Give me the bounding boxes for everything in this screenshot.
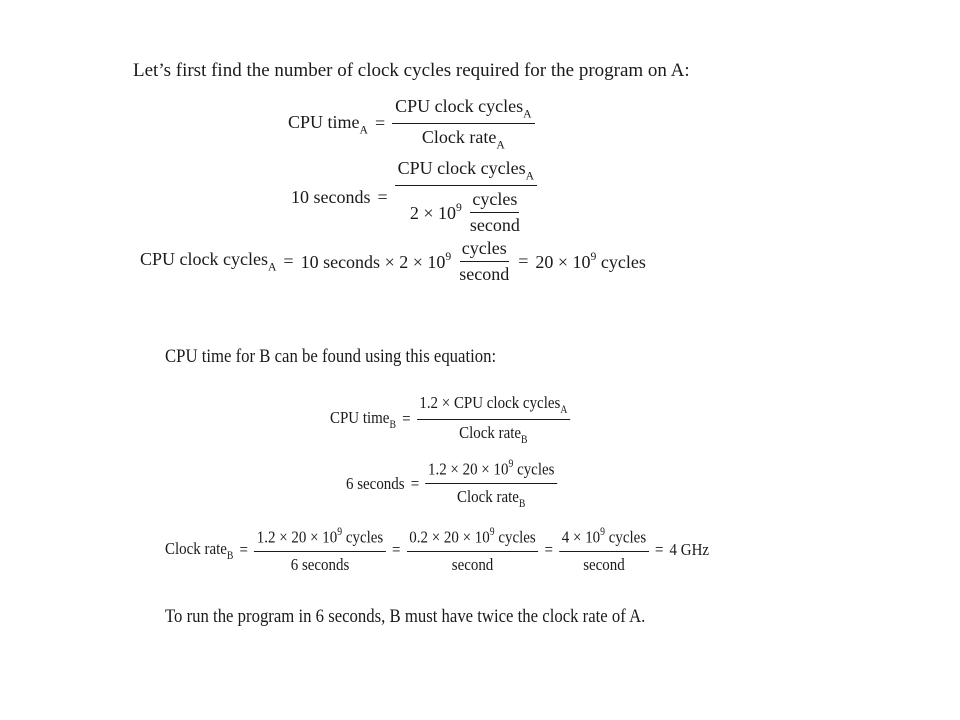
intro-text-a: Let’s first find the number of clock cycles required for the program on A: — [133, 60, 690, 81]
fraction: $\frac{1.2 \times 20 \times 10^9 cycles}{\text{6 seconds}}$ — [254, 526, 386, 575]
conclusion-text: To run the program in 6 seconds, B must have twice the clock rate of A. — [165, 606, 646, 627]
lhs-clock-rate-b: Clock rate$_B$ — [165, 538, 234, 562]
lhs-cpu-clock-cycles-a: CPU clock cycles$_A$ — [140, 249, 277, 274]
lhs-cpu-time-b: CPU time$_B$ — [330, 407, 396, 431]
equation-cpu-time-b: CPU time$_B$ = $\frac{1.2 \times CPU clock cycles_A}{Clock rate_B}$ — [330, 393, 570, 446]
fraction: $\frac{1.2 \times CPU clock cycles_A}{Clock rate_B}$ — [417, 393, 570, 446]
equation-ten-seconds: 10 seconds = CPU clock cycles$_A$ $2 \times 10^9$ $\frac{\text{cycles}}{\text{second}}$ — [291, 158, 537, 236]
fraction: CPU clock cycles$_A$ $2 \times 10^9$ $\frac{\text{cycles}}{\text{second}}$ — [395, 158, 537, 236]
lhs-six-seconds: 6 seconds — [346, 473, 405, 493]
equation-six-seconds: 6 seconds = $\frac{1.2 \times 20 \times 10^9 cycles}{Clock rate_B}$ — [346, 458, 557, 510]
equation-cpu-clock-cycles-a: CPU clock cycles$_A$ = 10 seconds × $2 \times 10^9$ $\frac{\text{cycles}}{\text{second}}$ = $20 \times 10^9$ cycles — [140, 238, 646, 284]
fraction: $\frac{0.2 \times 20 \times 10^9 cycles}{\text{second}}$ — [407, 526, 539, 575]
equation-clock-rate-b: Clock rate$_B$ = $\frac{1.2 \times 20 \times 10^9 cycles}{\text{6 seconds}}$ = $\frac{0.2 \times 20 \times 10^9 cycles}{\text{second}}$ = $\frac{4 \times 10^9 cycles}{\text{second}}$ = 4 GHz — [165, 526, 710, 574]
fraction: $\frac{\text{cycles}}{\text{second}}$ — [459, 238, 510, 284]
lhs-ten-seconds: 10 seconds — [291, 186, 371, 207]
equation-cpu-time-a: CPU time$_A$ = $\frac{CPU clock cycles_A}{Clock rate_A}$ — [288, 96, 535, 152]
intro-text-b: CPU time for B can be found using this equation: — [165, 346, 497, 367]
fraction: $\frac{4 \times 10^9 cycles}{\text{second}}$ — [559, 526, 649, 575]
fraction: $\frac{CPU clock cycles_A}{Clock rate_A}$ — [392, 96, 534, 152]
result-cycles: $20 \times 10^9$ cycles — [535, 249, 646, 273]
result-ghz: 4 GHz — [669, 540, 710, 560]
fraction: $\frac{1.2 \times 20 \times 10^9 cycles}{Clock rate_B}$ — [425, 458, 557, 510]
lhs-cpu-time-a: CPU time$_A$ — [288, 111, 368, 136]
